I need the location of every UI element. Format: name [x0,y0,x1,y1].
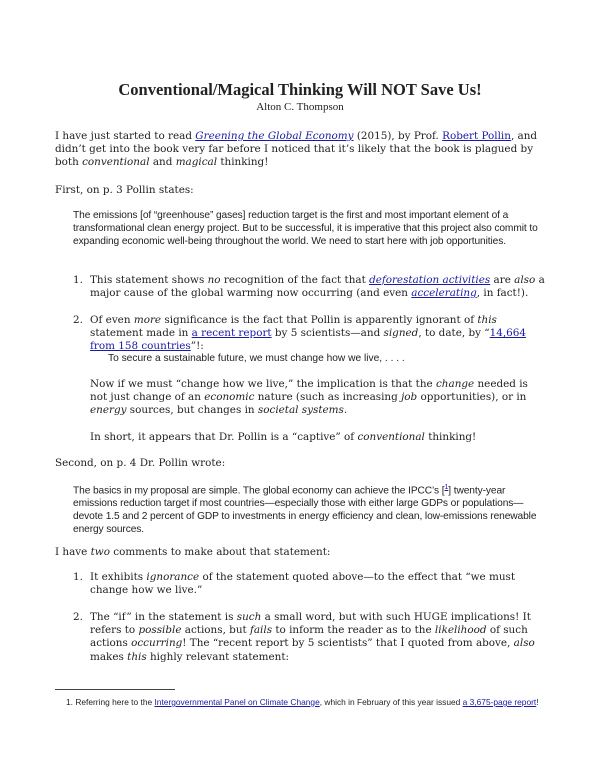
footnote-reference[interactable]: 1 [444,484,449,491]
intro-paragraph: I have just started to read Greening the Global Economy (2015), by Prof. Robert Pollin, and didn’t get into the book very far before I noticed that it’s likely that the book is plagued by both conventional and magical thinking! [55,130,538,169]
indented-paragraph: In short, it appears that Dr. Pollin is a “captive” of conventional thinking! [90,431,477,443]
ipcc-link[interactable]: Intergovernmental Panel on Climate Change [154,697,320,707]
second-paragraph: Second, on p. 4 Dr. Pollin wrote: [55,457,226,469]
author-link[interactable]: Robert Pollin [442,130,511,142]
author-name: Alton C. Thompson [256,101,344,113]
document-title: Conventional/Magical Thinking Will NOT Save Us! [118,80,482,99]
inner-quote: To secure a sustainable future, we must change how we live, . . . . [108,353,405,364]
deforestation-link[interactable]: deforestation activities [369,274,491,286]
signatories-link[interactable]: 14,664 from 158 countries [90,327,526,353]
accelerating-link[interactable]: accelerating [411,287,477,300]
first-paragraph: First, on p. 3 Pollin states: [55,184,194,196]
indented-paragraph: Now if we must “change how we live,” the implication is that the change needed is not just change of an economic nature (such as increasing job opportunities), or in energy sources, but changes in societal systems. [90,378,528,417]
comments-paragraph: I have two comments to make about that statement: [55,546,331,558]
recent-report-link[interactable]: a recent report [191,327,272,340]
block-quote-2: The basics in my proposal are simple. The global economy can achieve the IPCC’s [$^1$] twenty-year emissions reduction target if most countries—especially those with either large GDPs or populations—devote 1.5 and 2 percent of GDP to investments in energy efficiency and clean, low-emissions renewable energy sources. [73,484,537,535]
footnote: 1. Referring here to the Intergovernmental Panel on Climate Change, which in February of this year issued a 3,675-page report! [66,697,539,707]
book-title-link[interactable]: Greening the Global Economy [195,130,354,142]
ipcc-report-link[interactable]: a 3,675-page report [462,697,537,707]
document-page: Conventional/Magical Thinking Will NOT Save Us! Alton C. Thompson I have just started to read Greening the Global Economy (2015), by Prof. Robert Pollin, and didn’t get into the book very far before I noticed that it’s likely that the book is plagued by both conventional and magical thinking! First, on p. 3 Pollin states: The emissions [of “greenhouse” gases] reduction target is the first and most important element of a transformational clean energy project. But to be successful, it is imperative that this project also commit to expanding economic well-being throughout the world. We need to start here with job opportunities. 1. This statement shows no recognition of the fact that deforestation activities are also a major cause of the global warming now occurring (and even accelerating, in fact!). 2. Of even more significance is the fact that Pollin is apparently ignorant of this statement made in a recent report by 5 scientists—and signed, to date, by “14,664 from 158 countries”!: To secure a sustainable future, we must change how we live, . . . . Now if we must “change how we live,” the implication is that the change needed is not just change of an economic nature (such as increasing job opportunities), or in energy sources, but changes in societal systems. In short, it appears that Dr. Pollin is a “captive” of conventional thinking! Second, on p. 4 Dr. Pollin wrote: The basics in my proposal are simple. The global economy can achieve the IPCC’s [$^1$] twenty-year emissions reduction target if most countries—especially those with either large GDPs or populations—devote 1.5 and 2 percent of GDP to investments in energy efficiency and clean, low-emissions renewable energy sources. I have two comments to make about that statement: 1. It exhibits ignorance of the statement quoted above—to the effect that “we must change how we live.” 2. The “if” in the statement is such a small word, but with such HUGE implications! It refers to possible actions, but fails to inform the reader as to the likelihood of such actions occurring! The “recent report by 5 scientists” that I quoted from above, also makes this highly relevant statement: 1. Referring here to the Intergovernmental Panel on Climate Change, which in February of this year issued a 3,675-page report! [0,0,600,776]
block-quote-1: The emissions [of “greenhouse” gases] reduction target is the first and most important element of a transformational clean energy project. But to be successful, it is imperative that this project also commit to expanding economic well-being throughout the world. We need to start here with job opportunities. [73,210,538,247]
footnote-divider [55,689,175,690]
